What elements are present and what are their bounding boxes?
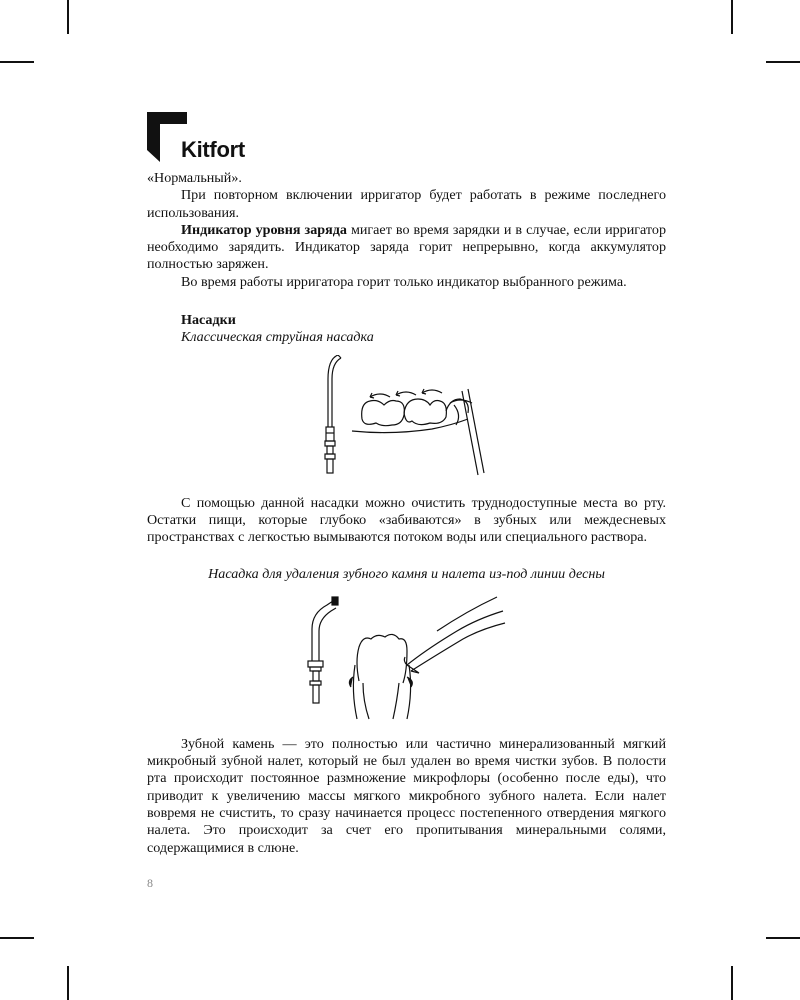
crop-mark-left-top [0,61,34,63]
page-number: 8 [147,876,153,890]
nozzle-tartar-title: Насадка для удаления зубного камня и налета из-под линии десны [208,565,605,582]
crop-mark-right-top [766,61,800,63]
charge-indicator-term: Индикатор уровня заряда [181,221,347,238]
charge-indicator-description: мигает во время зарядки и в случае, если ирригатор необходимо зарядить. Индикатор заряда горит непрерывно, когда аккумулятор полностью заряжен. [147,221,666,273]
crop-mark-top-right [731,0,733,34]
kitfort-logo [147,112,277,166]
tartar-removal-nozzle-illustration [307,591,507,726]
page-content [147,170,666,857]
crop-mark-bottom-left [67,966,69,1000]
logo-text: Kitfort [181,137,245,162]
nozzle-classic-description: С помощью данной насадки можно очистить труднодоступные места во рту. Остатки пищи, которые глубоко «забиваются» в зубных или междесневых пространствах с легкостью вымываются потоком воды или специального раствора. [147,494,666,546]
crop-mark-left-bottom [0,937,34,939]
paragraph-charge-indicator [147,222,666,274]
section-heading-nozzles: Насадки [181,312,236,329]
paragraph-repeat-mode: При повторном включении ирригатор будет работать в режиме последнего использования. [147,187,666,221]
crop-mark-top-left [67,0,69,34]
classic-jet-nozzle-illustration [322,355,492,483]
crop-mark-bottom-right [731,966,733,1000]
paragraph-mode-indicator: Во время работы ирригатора горит только индикатор выбранного режима. [181,273,627,290]
crop-mark-right-bottom [766,937,800,939]
nozzle-classic-title: Классическая струйная насадка [181,329,374,346]
paragraph-mode-name: «Нормальный». [147,170,242,186]
tartar-description: Зубной камень — это полностью или частично минерализованный мягкий микробный зубной налет, который не был удален во время чистки зубов. В полости рта происходит постоянное размножение микрофлоры (особенно после еды), что приводит к увеличению массы мягкого микробного зубного налета. Если налет вовремя не счистить, то сразу начинается процесс постепенного отвердения мягкого налета. Это происходит за счет его пропитывания минеральными солями, содержащимися в слюне. [147,735,666,856]
